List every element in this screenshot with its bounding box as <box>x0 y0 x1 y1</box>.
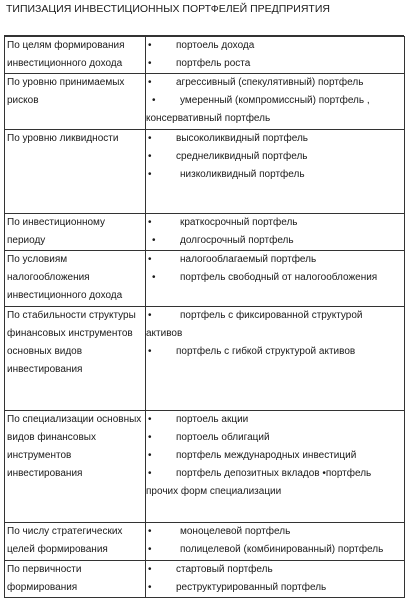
table-row <box>5 307 405 411</box>
types-cell <box>146 37 405 74</box>
criterion-cell: По условиям налогообложения инвестиционного дохода <box>5 251 146 307</box>
list-item: • умеренный (компромиссный) портфель , <box>146 92 402 110</box>
bullet-icon: • <box>152 235 156 246</box>
types-cell <box>146 251 405 307</box>
bullet-icon: • <box>152 95 156 106</box>
list-item: • портфель международных инвестиций <box>146 447 402 465</box>
bullet-icon: • <box>148 151 152 162</box>
bullet-icon: • <box>148 450 152 461</box>
list-item: • портоель акции <box>146 411 402 429</box>
criterion-cell: По первичности формирования <box>5 561 146 598</box>
bullet-icon: • <box>148 40 152 51</box>
bullet-icon: • <box>148 310 152 321</box>
bullet-icon: • <box>148 544 152 555</box>
table-row <box>5 523 405 561</box>
list-item: • низколиквидный портфель <box>146 166 402 184</box>
bullet-icon: • <box>148 58 152 69</box>
list-item: • высоколиквидный портфель <box>146 130 402 148</box>
bullet-icon: • <box>148 526 152 537</box>
table-row <box>5 251 405 307</box>
bullet-icon: • <box>152 272 156 283</box>
bullet-icon: • <box>148 346 152 357</box>
types-cell <box>146 130 405 214</box>
list-item: • портфель с фиксированной структурой <box>146 307 402 325</box>
list-item: • портфель роста <box>146 55 402 73</box>
criterion-cell: По целям формирования инвестиционного дохода <box>5 37 146 74</box>
list-item: • портоель дохода <box>146 37 402 55</box>
criterion-cell: По специализации основных видов финансовых инструментов инвестирования <box>5 411 146 523</box>
list-item: • портфель с гибкой структурой активов <box>146 343 402 361</box>
list-item: • портфель свободный от налогообложения <box>146 269 402 287</box>
bullet-icon: • <box>148 77 152 88</box>
list-item: • налогооблагаемый портфель <box>146 251 402 269</box>
criterion-cell: По уровню ликвидности <box>5 130 146 214</box>
document-title: ТИПИЗАЦИЯ ИНВЕСТИЦИОННЫХ ПОРТФЕЛЕЙ ПРЕДПРИЯТИЯ <box>4 2 404 36</box>
criterion-cell: По стабильности структуры финансовых инструментов основных видов инвестирования <box>5 307 146 411</box>
list-item-continuation: консервативный портфель <box>146 113 271 124</box>
list-item: • моноцелевой портфель <box>146 523 402 541</box>
table-row <box>5 411 405 523</box>
list-item: • стартовый портфель <box>146 561 402 579</box>
list-item: • портфель депозитных вкладов •портфель <box>146 465 402 483</box>
criterion-cell: По уровню принимаемых рисков <box>5 74 146 130</box>
list-item: • реструктурированный портфель <box>146 579 402 597</box>
list-item: • полицелевой (комбинированный) портфель <box>146 541 402 559</box>
types-cell <box>146 214 405 251</box>
table-row <box>5 214 405 251</box>
portfolio-typology-table <box>4 36 405 598</box>
list-item: • среднеликвидный портфель <box>146 148 402 166</box>
types-cell <box>146 523 405 561</box>
list-item: • портоель облигаций <box>146 429 402 447</box>
types-cell <box>146 307 405 411</box>
table-row <box>5 130 405 214</box>
bullet-icon: • <box>148 217 152 228</box>
types-cell <box>146 561 405 598</box>
bullet-icon: • <box>148 169 152 180</box>
table-row <box>5 37 405 74</box>
bullet-icon: • <box>148 133 152 144</box>
bullet-icon: • <box>148 468 152 479</box>
types-cell <box>146 411 405 523</box>
bullet-icon: • <box>148 414 152 425</box>
bullet-icon: • <box>148 432 152 443</box>
list-item-continuation: прочих форм специализации <box>146 486 282 497</box>
list-item: • долгосрочный портфель <box>146 232 402 250</box>
list-item-continuation: активов <box>146 328 183 339</box>
criterion-cell: По инвестиционному периоду <box>5 214 146 251</box>
criterion-cell: По числу стратегических целей формирования <box>5 523 146 561</box>
document <box>4 2 404 598</box>
list-item: • агрессивный (спекулятивный) портфель <box>146 74 402 92</box>
bullet-icon: • <box>148 254 152 265</box>
bullet-icon: • <box>148 582 152 593</box>
table-row <box>5 74 405 130</box>
list-item: • краткосрочный портфель <box>146 214 402 232</box>
bullet-icon: • <box>148 564 152 575</box>
table-row <box>5 561 405 598</box>
types-cell <box>146 74 405 130</box>
